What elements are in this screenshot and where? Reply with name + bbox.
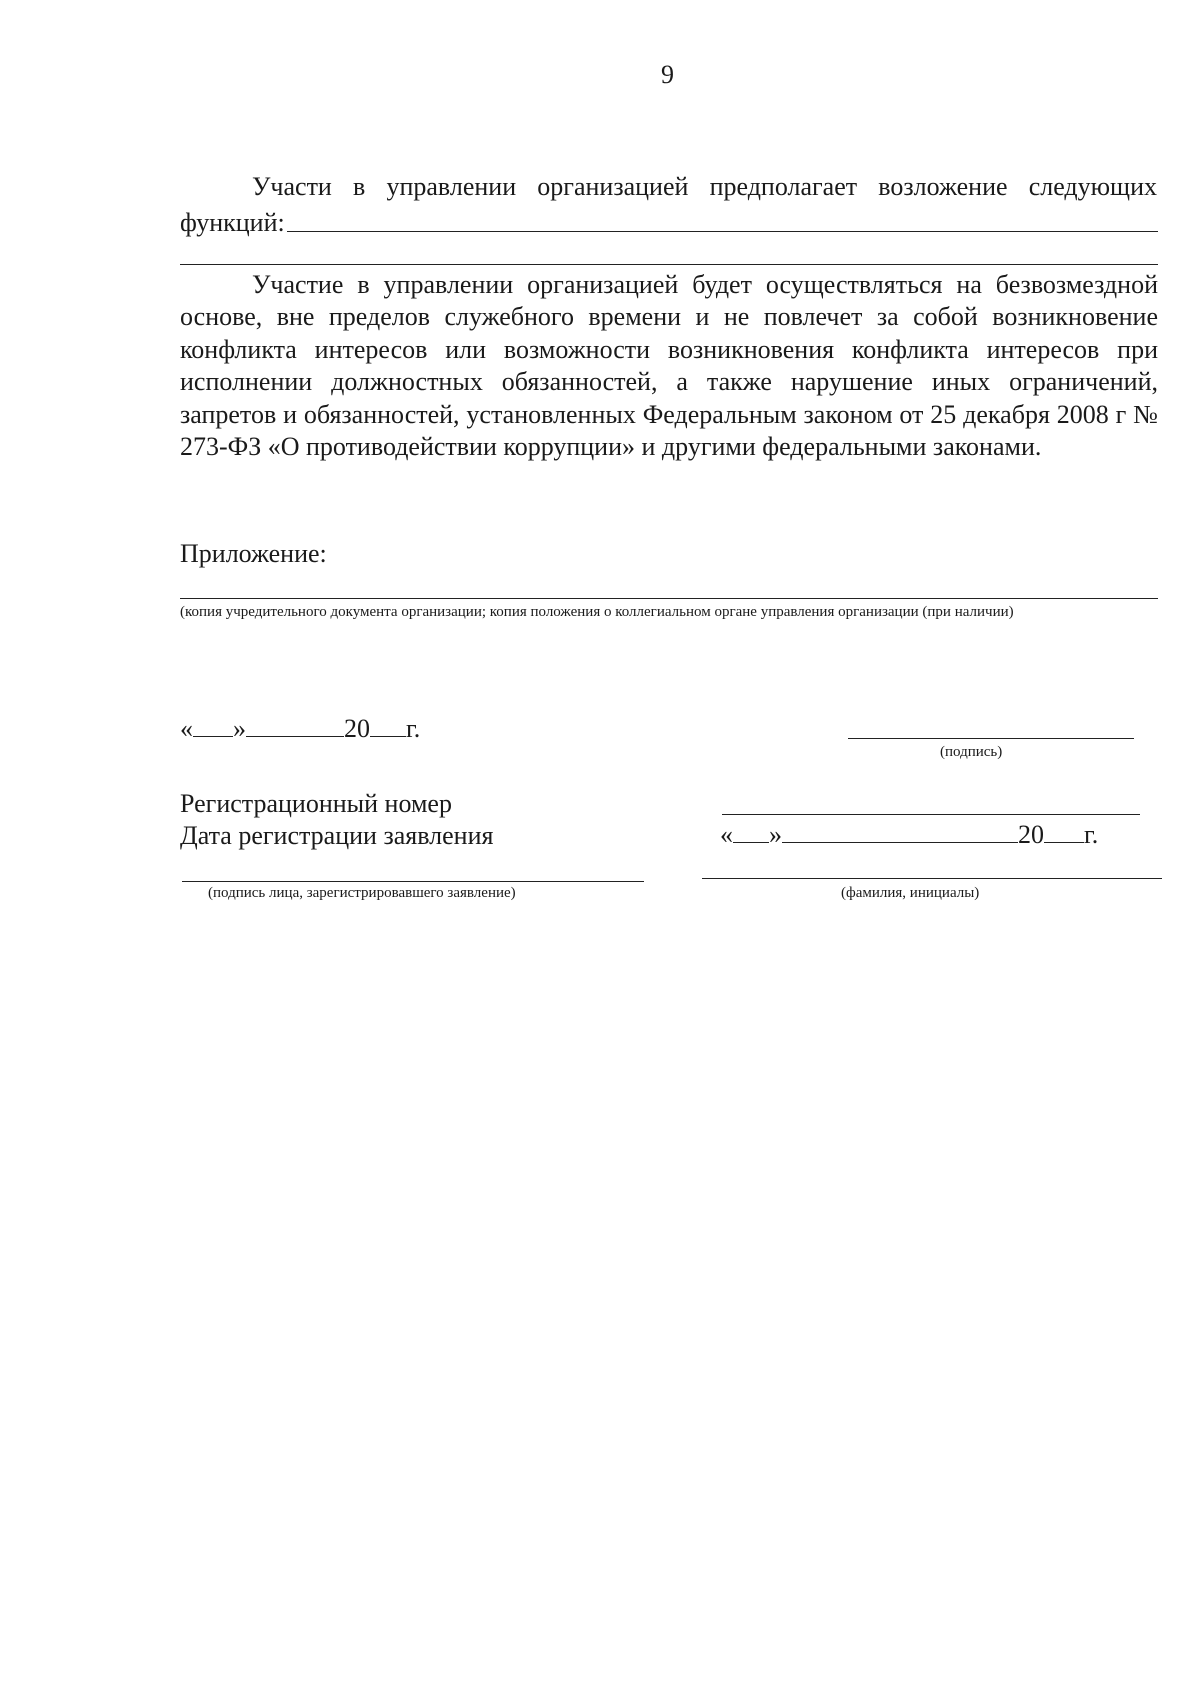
reg-year-suffix: г. (1084, 820, 1099, 849)
participation-paragraph (180, 269, 1158, 463)
attachment-note: (копия учредительного документа организации; копия положения о коллегиальном органе управления организации (при наличии) (180, 604, 1014, 620)
functions-label: функций: (180, 208, 285, 237)
attachment-label: Приложение: (180, 539, 327, 568)
name-initials-caption: (фамилия, инициалы) (841, 885, 980, 901)
month-blank (246, 714, 344, 737)
year-prefix: 20 (344, 714, 370, 743)
reg-date-close-quote: » (769, 820, 782, 849)
registration-number-label: Регистрационный номер (180, 789, 452, 818)
day-blank (193, 714, 233, 737)
page-number: 9 (661, 60, 674, 89)
reg-year-blank (1044, 820, 1084, 843)
date-close-quote: » (233, 714, 246, 743)
registrar-signature-caption: (подпись лица, зарегистрировавшего заявление) (208, 885, 516, 901)
signature-caption: (подпись) (940, 744, 1003, 760)
reg-month-blank (782, 820, 1018, 843)
participation-text: Участие в управлении организацией будет осуществляться на безвозмездной основе, вне пределов служебного времени и не повлечет за собой возникновение конфликта интересов или возможности возникновения конфликта интересов при исполнении должностных обязанностей, а также нарушение иных ограничений, запретов и обязанностей, установленных Федеральным законом от 25 декабря 2008 г № 273-ФЗ «О противодействии коррупции» и другими федеральными законами. (180, 270, 1158, 462)
registration-date-label: Дата регистрации заявления (180, 821, 494, 850)
functions-intro-paragraph: Участи в управлении организацией предполагает возложение следующих (252, 172, 1157, 201)
registrar-signature-line (182, 881, 644, 882)
reg-day-blank (733, 820, 769, 843)
attachment-fill-line (180, 598, 1158, 599)
registration-date (720, 818, 1098, 852)
functions-second-line (180, 264, 1158, 265)
functions-row (180, 206, 1158, 240)
date-open-quote: « (180, 714, 193, 743)
year-suffix: г. (406, 714, 421, 743)
year-blank (370, 714, 406, 737)
signature-line (848, 738, 1134, 739)
registration-number-line (722, 814, 1140, 815)
reg-date-open-quote: « (720, 820, 733, 849)
application-date (180, 712, 420, 746)
name-initials-line (702, 878, 1162, 879)
reg-year-prefix: 20 (1018, 820, 1044, 849)
functions-fill-line (287, 231, 1158, 232)
